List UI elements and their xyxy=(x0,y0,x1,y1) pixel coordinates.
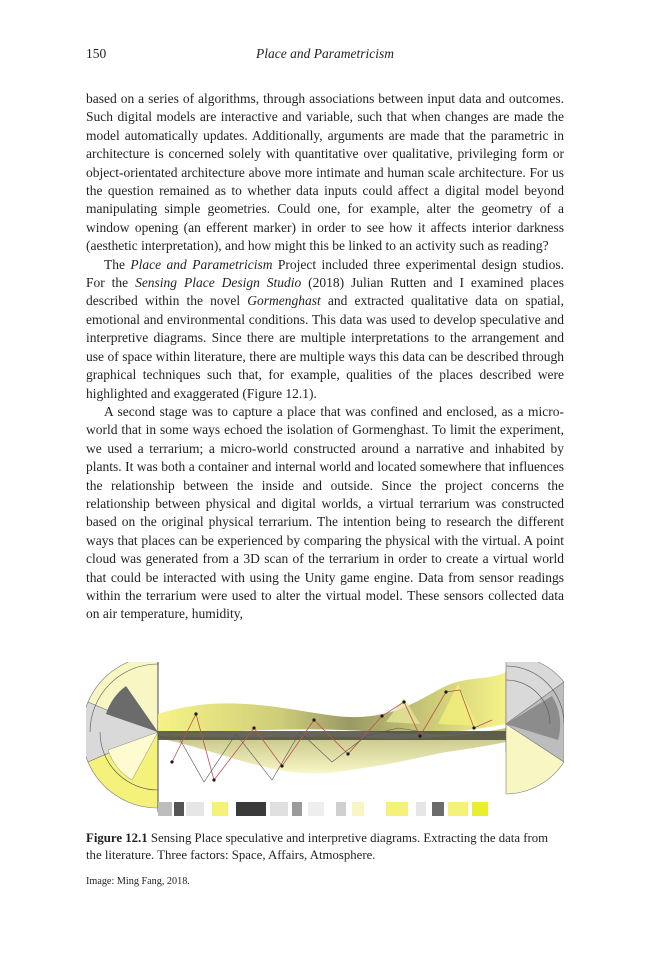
strip-cell xyxy=(270,802,288,816)
strip-cell xyxy=(336,802,346,816)
text-run: (2018) Julian Rutten and I examined places described within the novel xyxy=(86,275,564,309)
data-point xyxy=(170,760,173,763)
data-point xyxy=(380,714,383,717)
strip-cell xyxy=(158,802,172,816)
right-fan-diagram xyxy=(506,662,564,794)
figure-caption xyxy=(86,830,564,864)
caption-label: Figure 12.1 xyxy=(86,831,148,845)
strip-cell xyxy=(292,802,302,816)
text-run: Project included three experimental design studios. For the xyxy=(86,256,564,291)
strip-cell xyxy=(472,802,488,816)
data-point xyxy=(418,734,421,737)
text-run: The xyxy=(104,256,131,272)
data-point xyxy=(402,700,405,703)
data-point xyxy=(280,764,283,767)
text-run: A second stage was to capture a place that was confined and enclosed, as a micro-world that in some ways echoed the isolation of Gormenghast. To limit the experiment, we used a terrarium; a micro-world constructed around a narrative and inhabited by plants. It was both a container and internal world and located somewhere that influences the relationship between the inside and outside. Since the project concerns the relationship between physical and digital worlds, a virtual terrarium was constructed based on the original physical terrarium. The intention being to research the different ways that places can be experienced by comparing the physical with the virtual. A point cloud was generated from a 3D scan of the terrarium in order to create a virtual world that could be interacted with using the Unity game engine. Data from sensor readings within the terrarium were used to alter the virtual model. These sensors collected data on air temperature, humidity, xyxy=(86,403,564,622)
left-fan-diagram xyxy=(86,662,158,812)
data-point xyxy=(212,778,215,781)
italic-title: Place and Parametricism xyxy=(130,256,273,272)
strip-cell xyxy=(386,802,408,816)
strip-cell xyxy=(308,802,324,816)
data-point xyxy=(444,690,447,693)
body-text xyxy=(86,90,564,624)
page-number: 150 xyxy=(86,46,107,61)
figure-diagram xyxy=(86,662,564,822)
italic-title: Sensing Place Design Studio xyxy=(135,275,302,291)
sensing-place-diagram xyxy=(86,662,564,822)
bottom-strip xyxy=(158,802,488,816)
strip-cell xyxy=(432,802,444,816)
page-header xyxy=(86,46,564,64)
strip-cell xyxy=(352,802,364,816)
strip-cell xyxy=(212,802,228,816)
data-point xyxy=(312,718,315,721)
strip-cell xyxy=(174,802,184,816)
dark-band xyxy=(158,731,506,740)
strip-cell xyxy=(448,802,468,816)
strip-cell xyxy=(236,802,266,816)
data-point xyxy=(472,726,475,729)
strip-cell xyxy=(186,802,204,816)
paragraph xyxy=(86,90,564,256)
ribbon-diagram xyxy=(158,670,506,782)
data-point xyxy=(194,712,197,715)
italic-title: Gormenghast xyxy=(247,293,321,309)
strip-cell xyxy=(416,802,426,816)
data-point xyxy=(346,752,349,755)
text-run: based on a series of algorithms, through associations between input data and outcomes. Such digital models are interactive and variable, such that when changes are made the model automatically updates. Additionally, arguments are made that the parametric in architecture is concerned solely with quantitative over qualitative, privileging form or object-orientated architecture above more intimate and human scale architecture. For us the question remained as to whether data inputs could affect a digital model beyond manipulating simple geometries. Could one, for example, alter the geometry of a window opening (an efferent marker) in order to see how it affects interior darkness (aesthetic interpretation), and how might this be linked to an activity such as reading? xyxy=(86,91,564,254)
paragraph xyxy=(86,403,564,624)
paragraph xyxy=(86,256,564,403)
image-credit: Image: Ming Fang, 2018. xyxy=(86,876,190,887)
caption-text: Sensing Place speculative and interpretive diagrams. Extracting the data from the literature. Three factors: Space, Affairs, Atmosphere. xyxy=(86,831,549,862)
data-point xyxy=(252,726,255,729)
running-title: Place and Parametricism xyxy=(256,46,394,61)
text-run: and extracted qualitative data on spatial, emotional and environmental conditions. This data was used to develop speculative and interpretive diagrams. Since there are multiple interpretations to the arrangement and use of space within literature, there are multiple ways this data can be described through graphical techniques such that, for example, qualities of the places described were highlighted and exaggerated (Figure 12.1). xyxy=(86,293,564,401)
